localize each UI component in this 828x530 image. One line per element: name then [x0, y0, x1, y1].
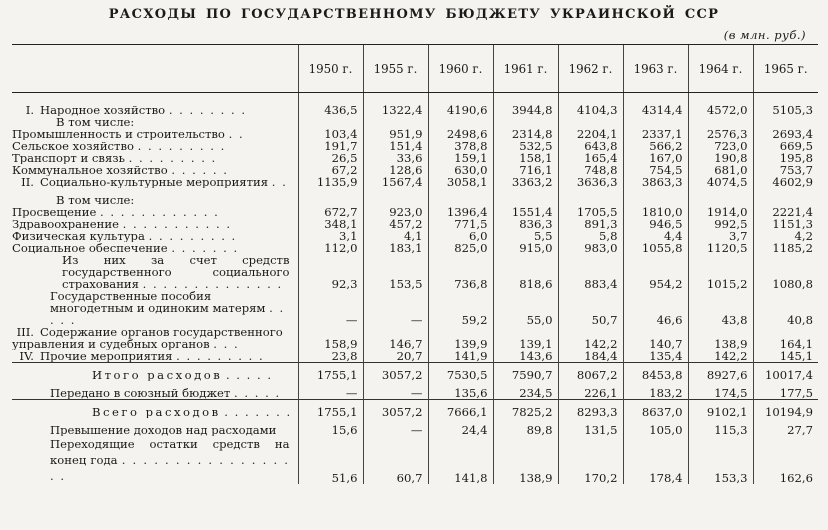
value-cell: 142,2: [688, 350, 753, 363]
leader-dots: . . . . .: [225, 368, 273, 381]
value-cell: 3057,2: [363, 363, 428, 382]
value-cell: 143,6: [493, 350, 558, 363]
value-cell: —: [298, 290, 363, 326]
value-cell: —: [363, 381, 428, 400]
value-cell: 1551,4: [493, 206, 558, 218]
value-cell: 131,5: [558, 418, 623, 436]
value-cell: 566,2: [623, 140, 688, 152]
value-cell: 178,4: [623, 436, 688, 484]
leader-dots: . . . . . . . . .: [176, 350, 265, 363]
value-cell: 226,1: [558, 381, 623, 400]
year-header: 1965 г.: [753, 45, 818, 93]
value-cell: 891,3: [558, 218, 623, 230]
section-number: I.: [25, 104, 34, 116]
value-cell: 736,8: [428, 254, 493, 290]
row-label: Социально-культурные мероприятия: [40, 176, 269, 188]
value-cell: [753, 188, 818, 206]
value-cell: 40,8: [753, 290, 818, 326]
value-cell: 681,0: [688, 164, 753, 176]
value-cell: 2314,8: [493, 128, 558, 140]
value-cell: 4314,4: [623, 104, 688, 116]
value-cell: 6,0: [428, 230, 493, 242]
value-cell: 378,8: [428, 140, 493, 152]
value-cell: 2204,1: [558, 128, 623, 140]
value-cell: 2221,4: [753, 206, 818, 218]
value-cell: 177,5: [753, 381, 818, 400]
leader-dots: . . . . . .: [171, 164, 229, 176]
value-cell: 8453,8: [623, 363, 688, 382]
value-cell: 141,9: [428, 350, 493, 363]
year-header: 1963 г.: [623, 45, 688, 93]
value-cell: 1567,4: [363, 176, 428, 188]
section-number: IV.: [19, 350, 34, 363]
leader-dots: . .: [271, 176, 288, 188]
value-cell: 60,7: [363, 436, 428, 484]
row-label: В том числе:: [56, 116, 135, 128]
value-cell: 3363,2: [493, 176, 558, 188]
row-label: Из них за счет средств государственного социального страхования: [62, 254, 290, 290]
value-cell: 723,0: [688, 140, 753, 152]
value-cell: [363, 188, 428, 206]
value-cell: 128,6: [363, 164, 428, 176]
row-label: Коммунальное хозяйство: [12, 164, 168, 176]
value-cell: 951,9: [363, 128, 428, 140]
value-cell: 170,2: [558, 436, 623, 484]
value-cell: 105,0: [623, 418, 688, 436]
value-cell: 140,7: [623, 326, 688, 350]
value-cell: 1151,3: [753, 218, 818, 230]
value-cell: 643,8: [558, 140, 623, 152]
value-cell: 716,1: [493, 164, 558, 176]
value-cell: 183,1: [363, 242, 428, 254]
value-cell: 3,1: [298, 230, 363, 242]
value-cell: 24,4: [428, 418, 493, 436]
value-cell: 5,5: [493, 230, 558, 242]
value-cell: 1015,2: [688, 254, 753, 290]
value-cell: 923,0: [363, 206, 428, 218]
value-cell: 158,1: [493, 152, 558, 164]
section-number: II.: [21, 176, 34, 188]
leader-dots: . . . . . . . . .: [148, 230, 237, 242]
value-cell: [623, 188, 688, 206]
value-cell: 146,7: [363, 326, 428, 350]
value-cell: 5105,3: [753, 104, 818, 116]
row-label: Передано в союзный бюджет: [50, 386, 231, 400]
value-cell: 46,6: [623, 290, 688, 326]
row-label: Превышение доходов над расходами: [50, 423, 277, 436]
value-cell: 4,1: [363, 230, 428, 242]
row-label: Итого расходов: [92, 368, 223, 381]
value-cell: 4,2: [753, 230, 818, 242]
leader-dots: . . . . . . . . . . . . . .: [142, 277, 283, 290]
value-cell: 167,0: [623, 152, 688, 164]
value-cell: 4190,6: [428, 104, 493, 116]
leader-dots: . . . . . . . . . . . .: [100, 206, 220, 218]
value-cell: 191,7: [298, 140, 363, 152]
value-cell: 162,6: [753, 436, 818, 484]
value-cell: 771,5: [428, 218, 493, 230]
value-cell: 153,3: [688, 436, 753, 484]
value-cell: 4074,5: [688, 176, 753, 188]
table-row: [12, 188, 818, 206]
table-row: [12, 326, 818, 350]
value-cell: 234,5: [493, 381, 558, 400]
value-cell: 33,6: [363, 152, 428, 164]
value-cell: 436,5: [298, 104, 363, 116]
value-cell: 135,6: [428, 381, 493, 400]
value-cell: —: [298, 381, 363, 400]
leader-dots: . . .: [213, 337, 240, 350]
table-row: [12, 290, 818, 326]
year-header: 1962 г.: [558, 45, 623, 93]
value-cell: 915,0: [493, 242, 558, 254]
leader-dots: . . . . . . . .: [168, 104, 247, 116]
value-cell: 8067,2: [558, 363, 623, 382]
row-label: Государственные пособия многодетным и одиноким матерям: [50, 290, 266, 315]
row-label: Переходящие остатки средств на конец года: [50, 437, 290, 467]
table-row: [12, 381, 818, 400]
unit-note: (в млн. руб.): [723, 28, 806, 42]
value-cell: 145,1: [753, 350, 818, 363]
value-cell: 183,2: [623, 381, 688, 400]
leader-dots: . . . . . . . . . . . . . . . . . .: [50, 453, 290, 483]
header-row: [12, 45, 818, 93]
row-label: Физическая культура: [12, 230, 145, 242]
leader-dots: . .: [228, 128, 245, 140]
value-cell: 630,0: [428, 164, 493, 176]
value-cell: 92,3: [298, 254, 363, 290]
value-cell: 1705,5: [558, 206, 623, 218]
value-cell: 135,4: [623, 350, 688, 363]
value-cell: 348,1: [298, 218, 363, 230]
value-cell: [428, 188, 493, 206]
value-cell: 151,4: [363, 140, 428, 152]
row-label: Всего расходов: [92, 405, 221, 418]
row-label: Содержание органов государственного управления и судебных органов: [12, 326, 283, 350]
value-cell: 1914,0: [688, 206, 753, 218]
value-cell: [298, 188, 363, 206]
value-cell: 1185,2: [753, 242, 818, 254]
value-cell: 3057,2: [363, 400, 428, 419]
value-cell: 1120,5: [688, 242, 753, 254]
year-header: 1960 г.: [428, 45, 493, 93]
value-cell: 27,7: [753, 418, 818, 436]
value-cell: 8927,6: [688, 363, 753, 382]
value-cell: 1755,1: [298, 400, 363, 419]
row-label: Народное хозяйство: [40, 104, 166, 116]
value-cell: 67,2: [298, 164, 363, 176]
value-cell: [688, 188, 753, 206]
budget-expenditure-table: [12, 44, 818, 484]
value-cell: 103,4: [298, 128, 363, 140]
value-cell: 8637,0: [623, 400, 688, 419]
table-row: [12, 363, 818, 382]
value-cell: 7530,5: [428, 363, 493, 382]
table-row: [12, 104, 818, 116]
row-label: Транспорт и связь: [12, 152, 125, 164]
row-label: Здравоохранение: [12, 218, 119, 230]
value-cell: 7666,1: [428, 400, 493, 419]
value-cell: 1135,9: [298, 176, 363, 188]
year-header: 1955 г.: [363, 45, 428, 93]
value-cell: 115,3: [688, 418, 753, 436]
row-label: В том числе:: [56, 193, 135, 206]
value-cell: 992,5: [688, 218, 753, 230]
table-row: [12, 400, 818, 419]
value-cell: 748,8: [558, 164, 623, 176]
value-cell: 165,4: [558, 152, 623, 164]
leader-dots: . . . . . . . . .: [137, 140, 226, 152]
value-cell: 4602,9: [753, 176, 818, 188]
value-cell: 3,7: [688, 230, 753, 242]
value-cell: 457,2: [363, 218, 428, 230]
value-cell: 10017,4: [753, 363, 818, 382]
value-cell: 2337,1: [623, 128, 688, 140]
value-cell: 532,5: [493, 140, 558, 152]
value-cell: 195,8: [753, 152, 818, 164]
value-cell: 1810,0: [623, 206, 688, 218]
value-cell: 184,4: [558, 350, 623, 363]
value-cell: 23,8: [298, 350, 363, 363]
value-cell: 139,9: [428, 326, 493, 350]
row-label: Прочие мероприятия: [40, 350, 173, 363]
value-cell: 3636,3: [558, 176, 623, 188]
value-cell: 3863,3: [623, 176, 688, 188]
leader-dots: . . . . . . . . . . .: [122, 218, 232, 230]
value-cell: 164,1: [753, 326, 818, 350]
value-cell: [493, 188, 558, 206]
value-cell: 1055,8: [623, 242, 688, 254]
value-cell: 139,1: [493, 326, 558, 350]
year-header: 1961 г.: [493, 45, 558, 93]
value-cell: 9102,1: [688, 400, 753, 419]
value-cell: 141,8: [428, 436, 493, 484]
value-cell: 1755,1: [298, 363, 363, 382]
leader-dots: . . . . . . .: [171, 242, 239, 254]
value-cell: 818,6: [493, 254, 558, 290]
value-cell: 112,0: [298, 242, 363, 254]
value-cell: 51,6: [298, 436, 363, 484]
value-cell: 4104,3: [558, 104, 623, 116]
row-label: Сельское хозяйство: [12, 140, 134, 152]
table-row: [12, 436, 818, 484]
value-cell: 883,4: [558, 254, 623, 290]
value-cell: 158,9: [298, 326, 363, 350]
value-cell: 3944,8: [493, 104, 558, 116]
value-cell: 15,6: [298, 418, 363, 436]
value-cell: 1396,4: [428, 206, 493, 218]
table-row: [12, 176, 818, 188]
value-cell: 174,5: [688, 381, 753, 400]
value-cell: 50,7: [558, 290, 623, 326]
value-cell: 153,5: [363, 254, 428, 290]
value-cell: 59,2: [428, 290, 493, 326]
value-cell: 26,5: [298, 152, 363, 164]
value-cell: 753,7: [753, 164, 818, 176]
row-label: Промышленность и строительство: [12, 128, 225, 140]
value-cell: 159,1: [428, 152, 493, 164]
value-cell: 1080,8: [753, 254, 818, 290]
value-cell: —: [363, 290, 428, 326]
value-cell: 138,9: [688, 326, 753, 350]
value-cell: 10194,9: [753, 400, 818, 419]
value-cell: 8293,3: [558, 400, 623, 419]
leader-dots: . . . . .: [234, 386, 281, 400]
value-cell: 836,3: [493, 218, 558, 230]
value-cell: 946,5: [623, 218, 688, 230]
leader-dots: . . . . . . .: [224, 405, 292, 418]
section-number: III.: [16, 326, 34, 339]
header-label-blank: [12, 45, 298, 93]
row-label: Просвещение: [12, 206, 97, 218]
value-cell: 7825,2: [493, 400, 558, 419]
value-cell: 5,8: [558, 230, 623, 242]
value-cell: 3058,1: [428, 176, 493, 188]
row-label: Социальное обеспечение: [12, 242, 168, 254]
value-cell: 142,2: [558, 326, 623, 350]
value-cell: 190,8: [688, 152, 753, 164]
value-cell: 138,9: [493, 436, 558, 484]
leader-dots: . . . . . . . . .: [128, 152, 217, 164]
page-title: РАСХОДЫ ПО ГОСУДАРСТВЕННОМУ БЮДЖЕТУ УКРАИНСКОЙ ССР: [108, 7, 720, 22]
value-cell: 89,8: [493, 418, 558, 436]
table-row: [12, 254, 818, 290]
value-cell: 754,5: [623, 164, 688, 176]
value-cell: 7590,7: [493, 363, 558, 382]
leader-dots: . . . . .: [50, 301, 285, 326]
value-cell: 2498,6: [428, 128, 493, 140]
value-cell: 825,0: [428, 242, 493, 254]
table-row: [12, 242, 818, 254]
value-cell: 669,5: [753, 140, 818, 152]
year-header: 1950 г.: [298, 45, 363, 93]
value-cell: 954,2: [623, 254, 688, 290]
value-cell: 672,7: [298, 206, 363, 218]
value-cell: 1322,4: [363, 104, 428, 116]
table-row: [12, 418, 818, 436]
year-header: 1964 г.: [688, 45, 753, 93]
value-cell: 55,0: [493, 290, 558, 326]
value-cell: 43,8: [688, 290, 753, 326]
value-cell: 4,4: [623, 230, 688, 242]
value-cell: —: [363, 418, 428, 436]
table-row: [12, 350, 818, 363]
value-cell: 2576,3: [688, 128, 753, 140]
value-cell: 2693,4: [753, 128, 818, 140]
value-cell: 4572,0: [688, 104, 753, 116]
value-cell: [558, 188, 623, 206]
value-cell: 20,7: [363, 350, 428, 363]
value-cell: 983,0: [558, 242, 623, 254]
